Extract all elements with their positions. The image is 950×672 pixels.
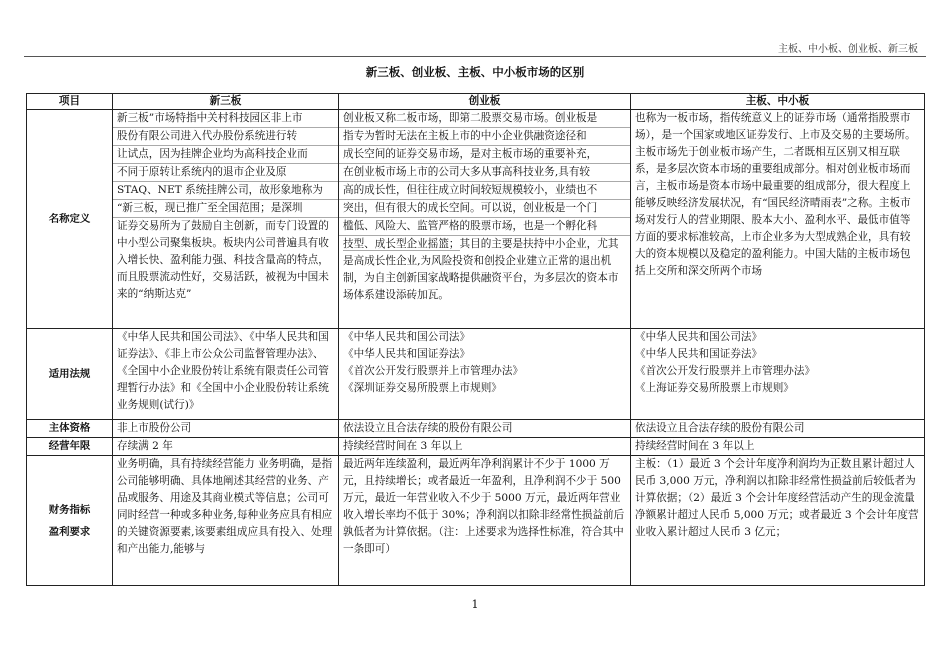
table-row — [27, 329, 925, 420]
col-header-item: 项目 — [27, 94, 113, 110]
law-item: 《上海证券交易所股票上市规则》 — [635, 382, 794, 394]
law-item: 《中华人民共和国公司法》 — [635, 331, 763, 343]
text-line: STAQ、NET 系统挂牌公司，故形象地称为 — [113, 182, 338, 200]
row-label-line: 盈利要求 — [48, 525, 91, 538]
table-row — [27, 110, 925, 329]
col-header-main: 主板、中小板 — [631, 94, 925, 110]
text-line: 让试点，因为挂牌企业均为高科技企业而 — [113, 146, 338, 164]
row-label-operating: 经营年限 — [27, 438, 113, 456]
row-label-definition: 名称定义 — [27, 110, 113, 329]
document-title: 新三板、创业板、主板、中小板市场的区别 — [365, 65, 585, 79]
cell-finance-neeq: 业务明确，具有持续经营能力 业务明确，是指公司能够明确、具体地阐述其经营的业务、产品或服务、用途及其商业模式等信息；公司可同时经营一种或多种业务,每种业务应具有相应的关键资源要素,该要素组成应具有投入、处理和产出能力,能够与 — [113, 456, 339, 586]
law-item: 《首次公开发行股票并上市管理办法》 — [635, 365, 816, 377]
cell-definition-gem — [339, 110, 631, 329]
text-line: 创业板又称二板市场，即第二股票交易市场。创业板是 — [339, 110, 630, 128]
col-header-neeq: 新三板 — [113, 94, 339, 110]
table-row — [27, 420, 925, 438]
cell-definition-main: 也称为一板市场，指传统意义上的证券市场（通常指股票市场），是一个国家或地区证券发行、上市及交易的主要场所。主板市场先于创业板市场产生，二者既相互区别又相互联系，是多层次资本市场的重要组成部分。相对创业板市场而言，主板市场是资本市场中最重要的组成部分，很大程度上能够反映经济发展状况，有“国民经济晴雨表”之称。主板市场对发行人的营业期限、股本大小、盈利水平、最低市值等方面的要求标准较高，上市企业多为大型成熟企业，具有较大的资本规模以及稳定的盈利能力。中国大陆的主板市场包括上交所和深交所两个市场 — [631, 110, 925, 329]
row-label-finance — [27, 456, 113, 586]
cell-operating-main: 持续经营时间在 3 年以上 — [631, 438, 925, 456]
text-line: 突出，但有很大的成长空间。可以说，创业板是一个门 — [339, 200, 630, 218]
text-line: 技型、成长型企业摇篮； — [343, 238, 460, 250]
text-paragraph — [339, 236, 630, 304]
text-line: 不同于原转让系统内的退市企业及原 — [113, 164, 338, 182]
law-item: 《中华人民共和国证券法》 — [635, 348, 763, 360]
running-header: 主板、中小板、创业板、新三板 — [778, 44, 918, 55]
cell-finance-gem: 最近两年连续盈利，最近两年净利润累计不少于 1000 万元，且持续增长；或者最近一年盈利，且净利润不少于 500 万元，最近一年营业收入不少于 5000 万元，最近两年营业收入增长率均不低于 30%；净利润以扣除非经常性损益前后孰低者为计算依据。（注：上述要求为选择性标准，符合其中一条即可） — [339, 456, 631, 586]
header-rule — [24, 56, 926, 57]
table-row — [27, 456, 925, 586]
text-line: 槛低、风险大、监管严格的股票市场，也是一个孵化科 — [339, 218, 630, 236]
page-number: 1 — [471, 598, 479, 611]
cell-definition-neeq — [113, 110, 339, 329]
cell-laws-neeq: 《中华人民共和国公司法》、《中华人民共和国证券法》、《非上市公众公司监督管理办法》、《全国中小企业股份转让系统有限责任公司管理暂行办法》和《全国中小企业股份转让系统业务规则(试行)》 — [113, 329, 339, 420]
cell-finance-main: 主板：（1）最近 3 个会计年度净利润均为正数且累计超过人民币 3,000 万元，净利润以扣除非经常性损益前后较低者为计算依据；（2）最近 3 个会计年度经营活动产生的现金流量净额累计超过人民币 5,000 万元；或者最近 3 个会计年度营业收入累计超过人民币 3 亿元； — [631, 456, 925, 586]
cell-operating-gem: 持续经营时间在 3 年以上 — [339, 438, 631, 456]
comparison-table — [26, 93, 925, 586]
row-label-laws: 适用法规 — [27, 329, 113, 420]
law-item: 《首次公开发行股票并上市管理办法》 — [343, 365, 524, 377]
text-line: 指专为暂时无法在主板上市的中小企业供融资途径和 — [339, 128, 630, 146]
text-line: 新三板”市场特指中关村科技园区非上市 — [113, 110, 338, 128]
text-line: 高的成长性，但往往成立时间较短规模较小，业绩也不 — [339, 182, 630, 200]
text-paragraph: 证券交易所为了鼓励自主创新，而专门设置的中小型公司聚集板块。板块内公司普遍具有收入增长快、盈利能力强、科技含量高的特点，而且股票流动性好，交易活跃，被视为中国未来的“纳斯达克” — [117, 220, 329, 300]
table-header-row — [27, 94, 925, 110]
row-label-entity: 主体资格 — [27, 420, 113, 438]
text-line: 股份有限公司进入代办股份系统进行转 — [113, 128, 338, 146]
law-item: 《中华人民共和国证券法》 — [343, 348, 471, 360]
cell-laws-main — [631, 329, 925, 420]
law-item: 《中华人民共和国公司法》 — [343, 331, 471, 343]
cell-laws-gem — [339, 329, 631, 420]
text-line: 成长空间的证券交易市场，是对主板市场的重要补充， — [339, 146, 630, 164]
text-line: “新三板，现已推广至全国范围；是深圳 — [113, 200, 338, 218]
cell-entity-gem: 依法设立且合法存续的股份有限公司 — [339, 420, 631, 438]
cell-entity-neeq: 非上市股份公司 — [113, 420, 339, 438]
text-line: 在创业板市场上市的公司大多从事高科技业务,具有较 — [339, 164, 630, 182]
cell-entity-main: 依法设立且合法存续的股份有限公司 — [631, 420, 925, 438]
cell-operating-neeq: 存续满 2 年 — [113, 438, 339, 456]
table-row — [27, 438, 925, 456]
text-fragment: 其目的主要是扶持中小企业，尤其是高成长性企业,为风险投资和创投企业建立正常的退出机制，为自主创新国家战略提供融资平台，为多层次的资本市场体系建设添砖加瓦。 — [343, 238, 619, 301]
col-header-gem: 创业板 — [339, 94, 631, 110]
law-item: 《深圳证券交易所股票上市规则》 — [343, 382, 502, 394]
row-label-line: 财务指标 — [48, 503, 91, 516]
